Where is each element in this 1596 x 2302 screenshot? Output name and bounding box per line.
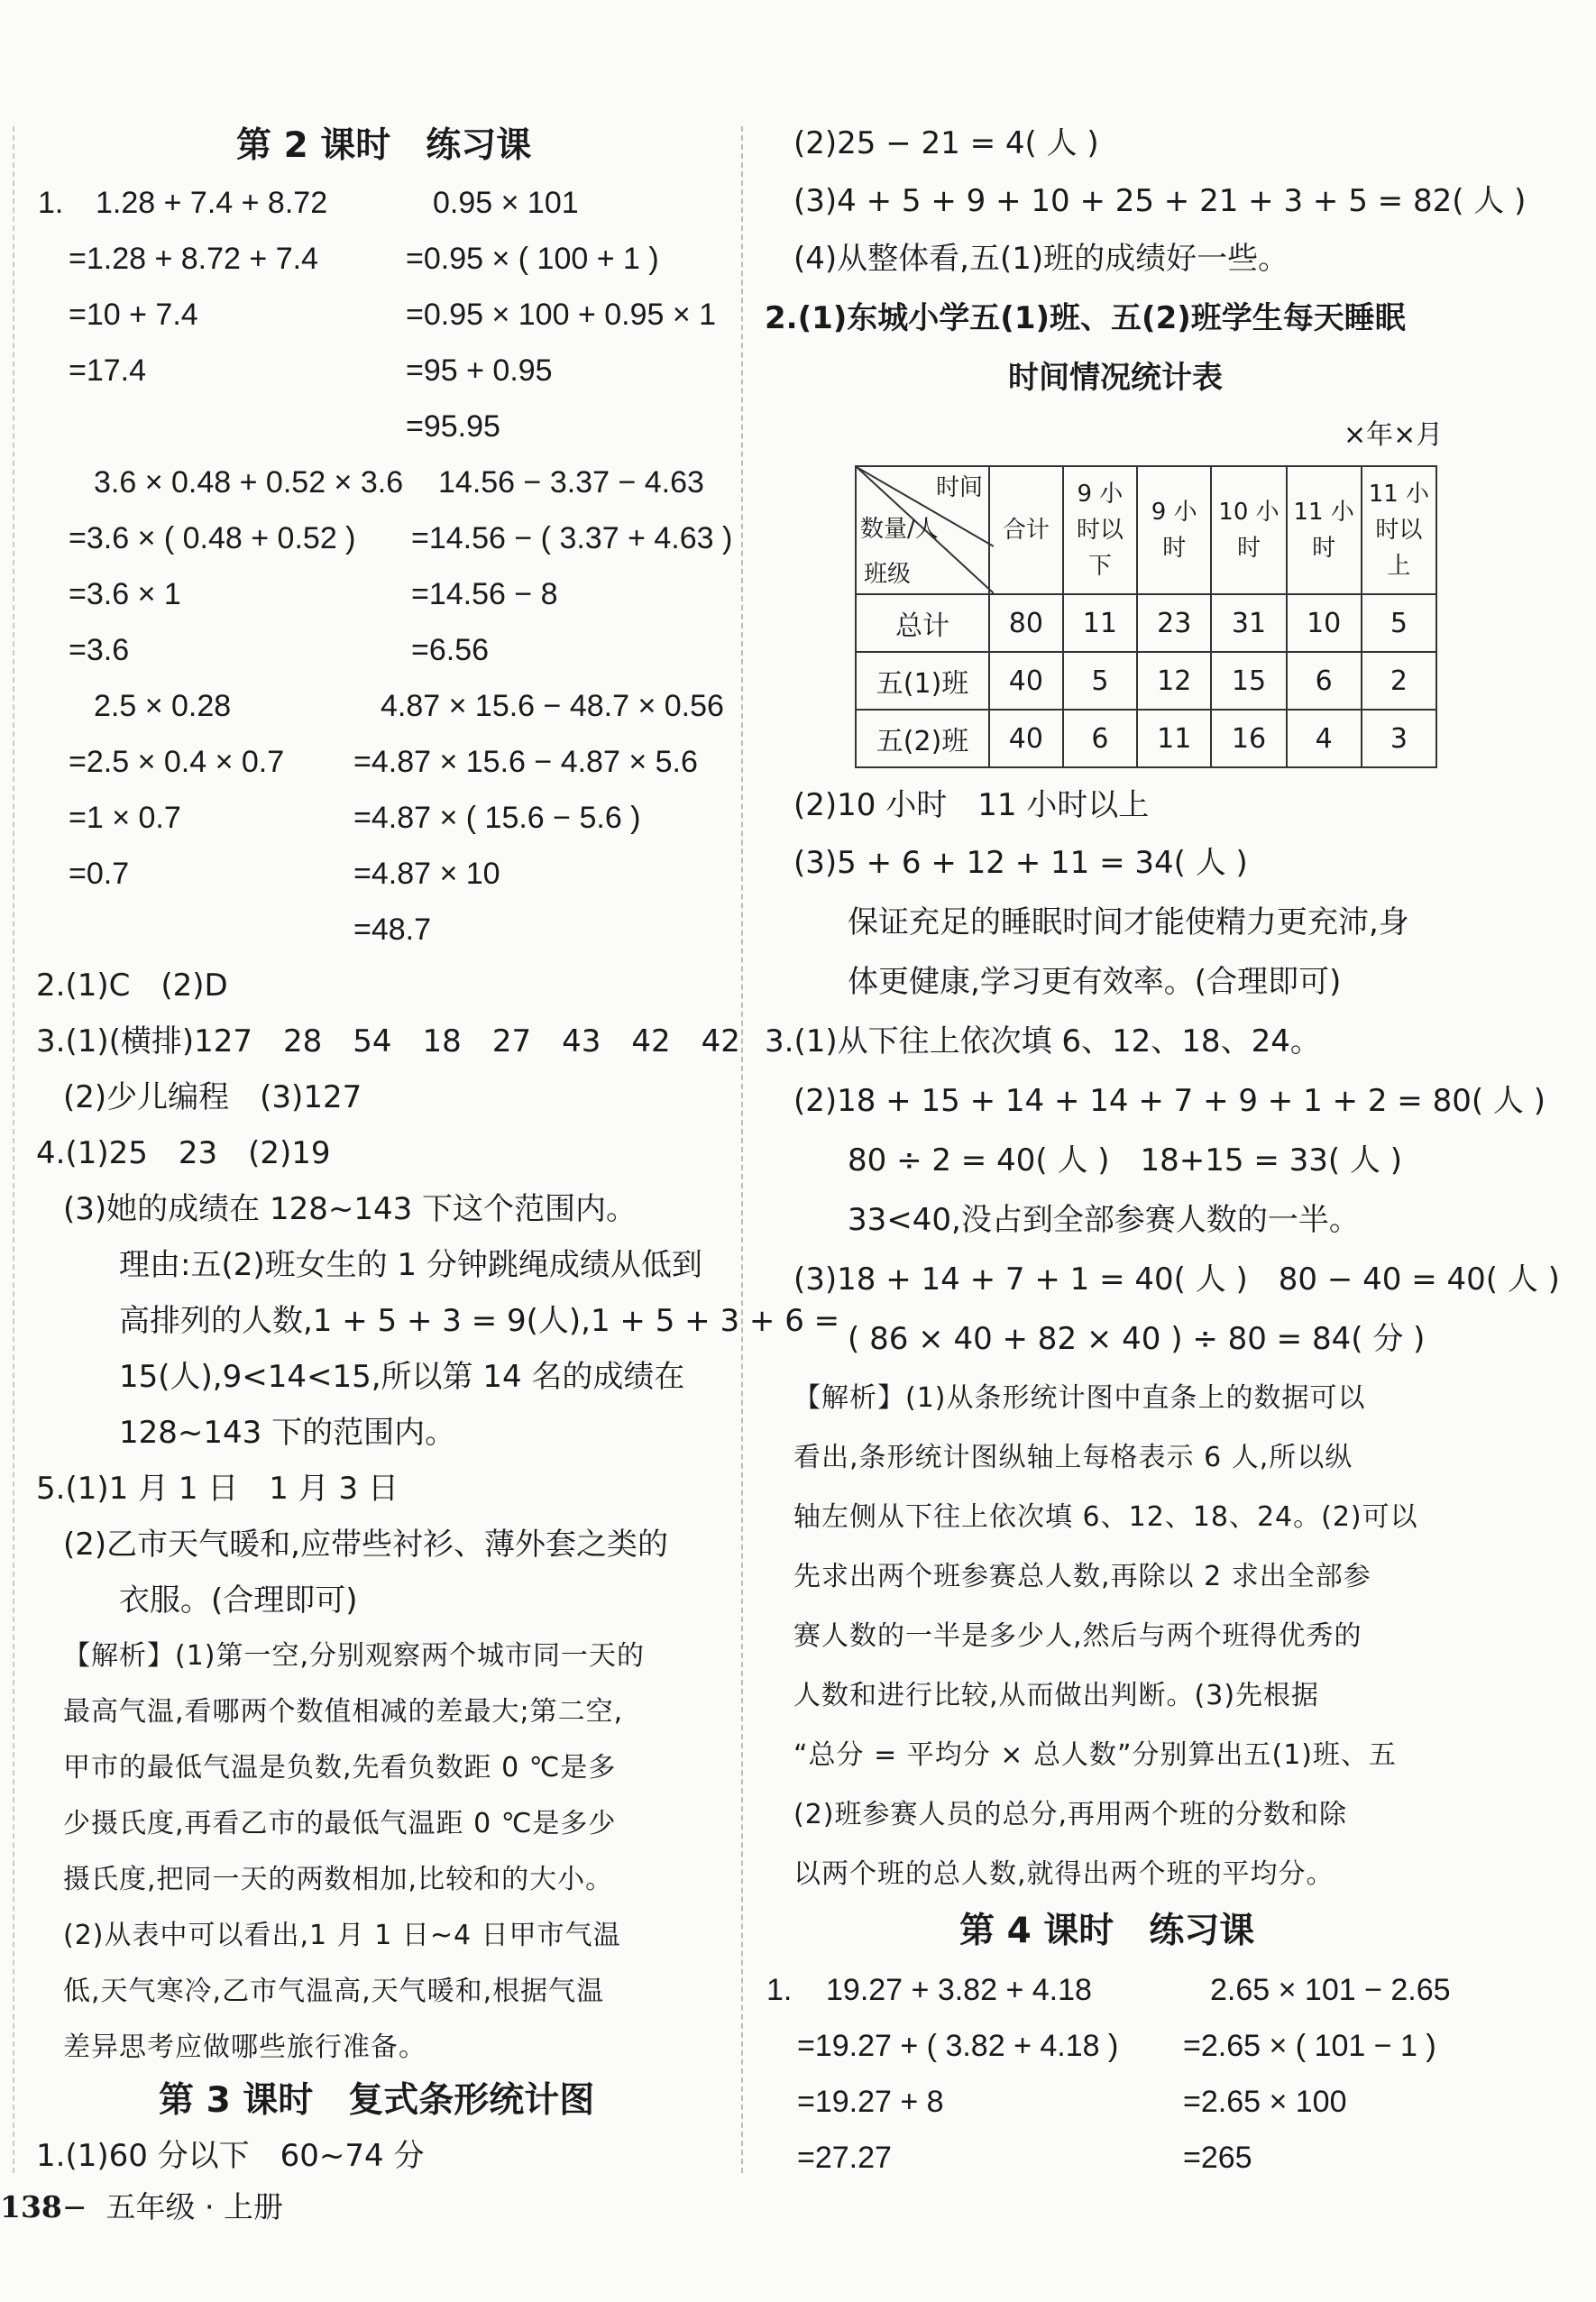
q4-answer-line: 4.(1)25 23 (2)19: [36, 1135, 331, 1171]
q5-analysis-line: 【解析】(1)第一空,分别观察两个城市同一天的: [63, 1640, 646, 1672]
q1b-line: =0.95 × 100 + 0.95 × 1: [406, 298, 717, 332]
header-11h: 11 小 时: [1287, 466, 1362, 594]
q1c-line: =3.6 × 1: [69, 577, 181, 611]
q1b-line: =95.95: [406, 409, 500, 444]
q3-analysis-line: “总分 = 平均分 × 总人数”分别算出五(1)班、五: [793, 1739, 1397, 1771]
q2-answer-line: (3)5 + 6 + 12 + 11 = 34( 人 ): [793, 845, 1248, 881]
footer-grade-label: 五年级 · 上册: [105, 2189, 284, 2224]
q5-answer-line: 衣服。(合理即可): [119, 1582, 358, 1619]
q3-answer-line: (3)18 + 14 + 7 + 1 = 40( 人 ) 80 − 40 = 40( 人 ): [793, 1261, 1560, 1298]
q3-answer-line: 33<40,没占到全部参赛人数的一半。: [848, 1202, 1360, 1238]
table-cell: 5: [1063, 652, 1137, 710]
q3-answer-line: (2)少儿编程 (3)127: [63, 1079, 362, 1115]
q3-analysis-line: 看出,条形统计图纵轴上每格表示 6 人,所以纵: [793, 1442, 1353, 1473]
q1a-line: =1.28 + 8.72 + 7.4: [69, 242, 318, 276]
left-margin-line: [13, 126, 14, 2173]
table-cell: 4: [1287, 710, 1362, 767]
q2-answer-line: 体更健康,学习更有效率。(合理即可): [848, 964, 1342, 1000]
q1d-line: =14.56 − ( 3.37 + 4.63 ): [411, 521, 733, 555]
table-cell: 3: [1362, 710, 1436, 767]
q3-analysis-line: 人数和进行比较,从而做出判断。(3)先根据: [793, 1680, 1320, 1711]
q1e-line: =0.7: [69, 857, 130, 891]
l4-q1a-line: 19.27 + 3.82 + 4.18: [826, 1973, 1092, 2007]
q3-answer-line: 80 ÷ 2 = 40( 人 ) 18+15 = 33( 人 ): [848, 1142, 1403, 1179]
q1d-line: =6.56: [411, 633, 490, 667]
l4-q1-prefix: 1.: [766, 1973, 793, 2007]
q5-analysis-line: 甲市的最低气温是负数,先看负数距 0 ℃是多: [63, 1752, 617, 1784]
sleep-time-table: [855, 465, 1437, 768]
table-row: [856, 710, 1436, 767]
table-row: [856, 652, 1436, 710]
table-date: ×年×月: [1344, 419, 1444, 451]
l4-q1b-line: =265: [1183, 2141, 1252, 2175]
page-footer: [0, 2187, 283, 2227]
header-9h: 9 小 时: [1137, 466, 1211, 594]
header-over-11h: 11 小 时以 上: [1362, 466, 1436, 594]
table-cell: 16: [1211, 710, 1286, 767]
lesson3-q1-line: (4)从整体看,五(1)班的成绩好一些。: [793, 241, 1289, 277]
q5-analysis-line: 最高气温,看哪两个数值相减的差最大;第二空,: [63, 1696, 624, 1728]
q1a-line: =17.4: [69, 353, 147, 388]
q1b-line: =95 + 0.95: [406, 353, 553, 388]
q4-reason-line: 高排列的人数,1 + 5 + 3 = 9(人),1 + 5 + 3 + 6 =: [119, 1303, 840, 1339]
q3-answer-line: 3.(1)从下往上依次填 6、12、18、24。: [765, 1023, 1321, 1059]
corner-label-count: 数量/人: [860, 516, 939, 543]
table-cell: 6: [1063, 710, 1137, 767]
table-cell: 11: [1063, 594, 1137, 652]
q4-reason-line: 128~143 下的范围内。: [119, 1415, 456, 1451]
l4-q1a-line: =19.27 + ( 3.82 + 4.18 ): [797, 2029, 1119, 2063]
q1b-line: 0.95 × 101: [433, 186, 579, 220]
table-cell: 40: [989, 652, 1063, 710]
q1e-line: =2.5 × 0.4 × 0.7: [69, 745, 285, 779]
row-label: 五(1)班: [856, 652, 989, 710]
q1f-line: 4.87 × 15.6 − 48.7 × 0.56: [381, 689, 724, 723]
q1c-line: 3.6 × 0.48 + 0.52 × 3.6: [94, 465, 404, 500]
table-title-line: 时间情况统计表: [1008, 360, 1223, 396]
q1b-line: =0.95 × ( 100 + 1 ): [406, 242, 659, 276]
q5-analysis-line: 低,天气寒冷,乙市气温高,天气暖和,根据气温: [63, 1976, 605, 2007]
table-cell: 12: [1137, 652, 1211, 710]
table-row: [856, 594, 1436, 652]
table-cell: 11: [1137, 710, 1211, 767]
q1e-line: =1 × 0.7: [69, 801, 181, 835]
q1f-line: =4.87 × 10: [353, 857, 500, 891]
table-cell: 15: [1211, 652, 1286, 710]
q5-analysis-line: 差异思考应做哪些旅行准备。: [63, 2031, 427, 2063]
q3-analysis-line: (2)班参赛人员的总分,再用两个班的分数和除: [793, 1799, 1348, 1830]
q1a-line: =10 + 7.4: [69, 298, 198, 332]
l4-q1a-line: =19.27 + 8: [797, 2085, 944, 2119]
q4-reason-line: 15(人),9<14<15,所以第 14 名的成绩在: [119, 1359, 685, 1395]
table-cell: 80: [989, 594, 1063, 652]
q3-analysis-line: 赛人数的一半是多少人,然后与两个班得优秀的: [793, 1620, 1362, 1652]
page-number: 138: [0, 2189, 62, 2224]
table-cell: 23: [1137, 594, 1211, 652]
q1d-line: 14.56 − 3.37 − 4.63: [438, 465, 704, 500]
table-cell: 5: [1362, 594, 1436, 652]
q3-answer-line: 3.(1)(横排)127 28 54 18 27 43 42 42: [36, 1023, 740, 1059]
lesson3-title: 第 3 课时 复式条形统计图: [159, 2080, 595, 2121]
header-under-9h: 9 小 时以 下: [1063, 466, 1137, 594]
q5-answer-line: (2)乙市天气暖和,应带些衬衫、薄外套之类的: [63, 1527, 668, 1563]
q5-analysis-line: 摄氏度,把同一天的两数相加,比较和的大小。: [63, 1864, 614, 1895]
row-label: 总计: [856, 594, 989, 652]
lesson4-title: 第 4 课时 练习课: [959, 1911, 1255, 1951]
table-cell: 10: [1287, 594, 1362, 652]
q3-answer-line: (2)18 + 15 + 14 + 14 + 7 + 9 + 1 + 2 = 80( 人 ): [793, 1083, 1546, 1119]
q1c-line: =3.6: [69, 633, 130, 667]
header-total: 合计: [989, 466, 1063, 594]
l4-q1a-line: =27.27: [797, 2141, 892, 2175]
q3-analysis-line: 轴左侧从下往上依次填 6、12、18、24。(2)可以: [793, 1501, 1418, 1533]
q1d-line: =14.56 − 8: [411, 577, 558, 611]
q4-reason-line: 理由:五(2)班女生的 1 分钟跳绳成绩从低到: [119, 1247, 702, 1283]
q2-answer-line: (2)10 小时 11 小时以上: [793, 787, 1150, 823]
l4-q1b-line: =2.65 × ( 101 − 1 ): [1183, 2029, 1436, 2063]
q1f-line: =4.87 × 15.6 − 4.87 × 5.6: [353, 745, 698, 779]
table-cell: 6: [1287, 652, 1362, 710]
lesson3-q1-answer: 1.(1)60 分以下 60~74 分: [36, 2138, 425, 2174]
q3-analysis-line: 【解析】(1)从条形统计图中直条上的数据可以: [793, 1382, 1366, 1414]
table-cell: 2: [1362, 652, 1436, 710]
corner-label-class: 班级: [864, 561, 912, 588]
header-10h: 10 小 时: [1211, 466, 1286, 594]
lesson3-q1-line: (3)4 + 5 + 9 + 10 + 25 + 21 + 3 + 5 = 82( 人 ): [793, 183, 1527, 219]
q1-prefix: 1.: [38, 186, 64, 220]
q5-analysis-line: (2)从表中可以看出,1 月 1 日~4 日甲市气温: [63, 1920, 621, 1951]
q3-answer-line: ( 86 × 40 + 82 × 40 ) ÷ 80 = 84( 分 ): [848, 1321, 1426, 1357]
table-cell: 40: [989, 710, 1063, 767]
table-corner-cell: [856, 466, 989, 594]
table-cell: 31: [1211, 594, 1286, 652]
q2-answer: 2.(1)C (2)D: [36, 968, 228, 1004]
lesson2-title: 第 2 课时 练习课: [236, 125, 532, 166]
q1e-line: 2.5 × 0.28: [94, 689, 232, 723]
q1a-line: 1.28 + 7.4 + 8.72: [96, 186, 328, 220]
footer-dash: −: [61, 2189, 87, 2224]
q1f-line: =48.7: [353, 913, 432, 947]
q2-answer-line: 保证充足的睡眠时间才能使精力更充沛,身: [848, 904, 1409, 940]
q3-analysis-line: 先求出两个班参赛总人数,再除以 2 求出全部参: [793, 1561, 1371, 1592]
row-label: 五(2)班: [856, 710, 989, 767]
l4-q1b-line: =2.65 × 100: [1183, 2085, 1347, 2119]
column-divider: [741, 126, 743, 2173]
q4-answer-line: (3)她的成绩在 128~143 下这个范围内。: [63, 1191, 637, 1227]
lesson3-q1-line: (2)25 − 21 = 4( 人 ): [793, 125, 1099, 161]
corner-label-time: 时间: [936, 474, 984, 501]
q3-analysis-line: 以两个班的总人数,就得出两个班的平均分。: [793, 1858, 1335, 1890]
q1f-line: =4.87 × ( 15.6 − 5.6 ): [353, 801, 641, 835]
q5-analysis-line: 少摄氏度,再看乙市的最低气温距 0 ℃是多少: [63, 1808, 617, 1839]
q5-answer-line: 5.(1)1 月 1 日 1 月 3 日: [36, 1471, 399, 1507]
q1c-line: =3.6 × ( 0.48 + 0.52 ): [69, 521, 356, 555]
table-title-line: 2.(1)东城小学五(1)班、五(2)班学生每天睡眠: [765, 300, 1406, 336]
l4-q1b-line: 2.65 × 101 − 2.65: [1210, 1973, 1451, 2007]
